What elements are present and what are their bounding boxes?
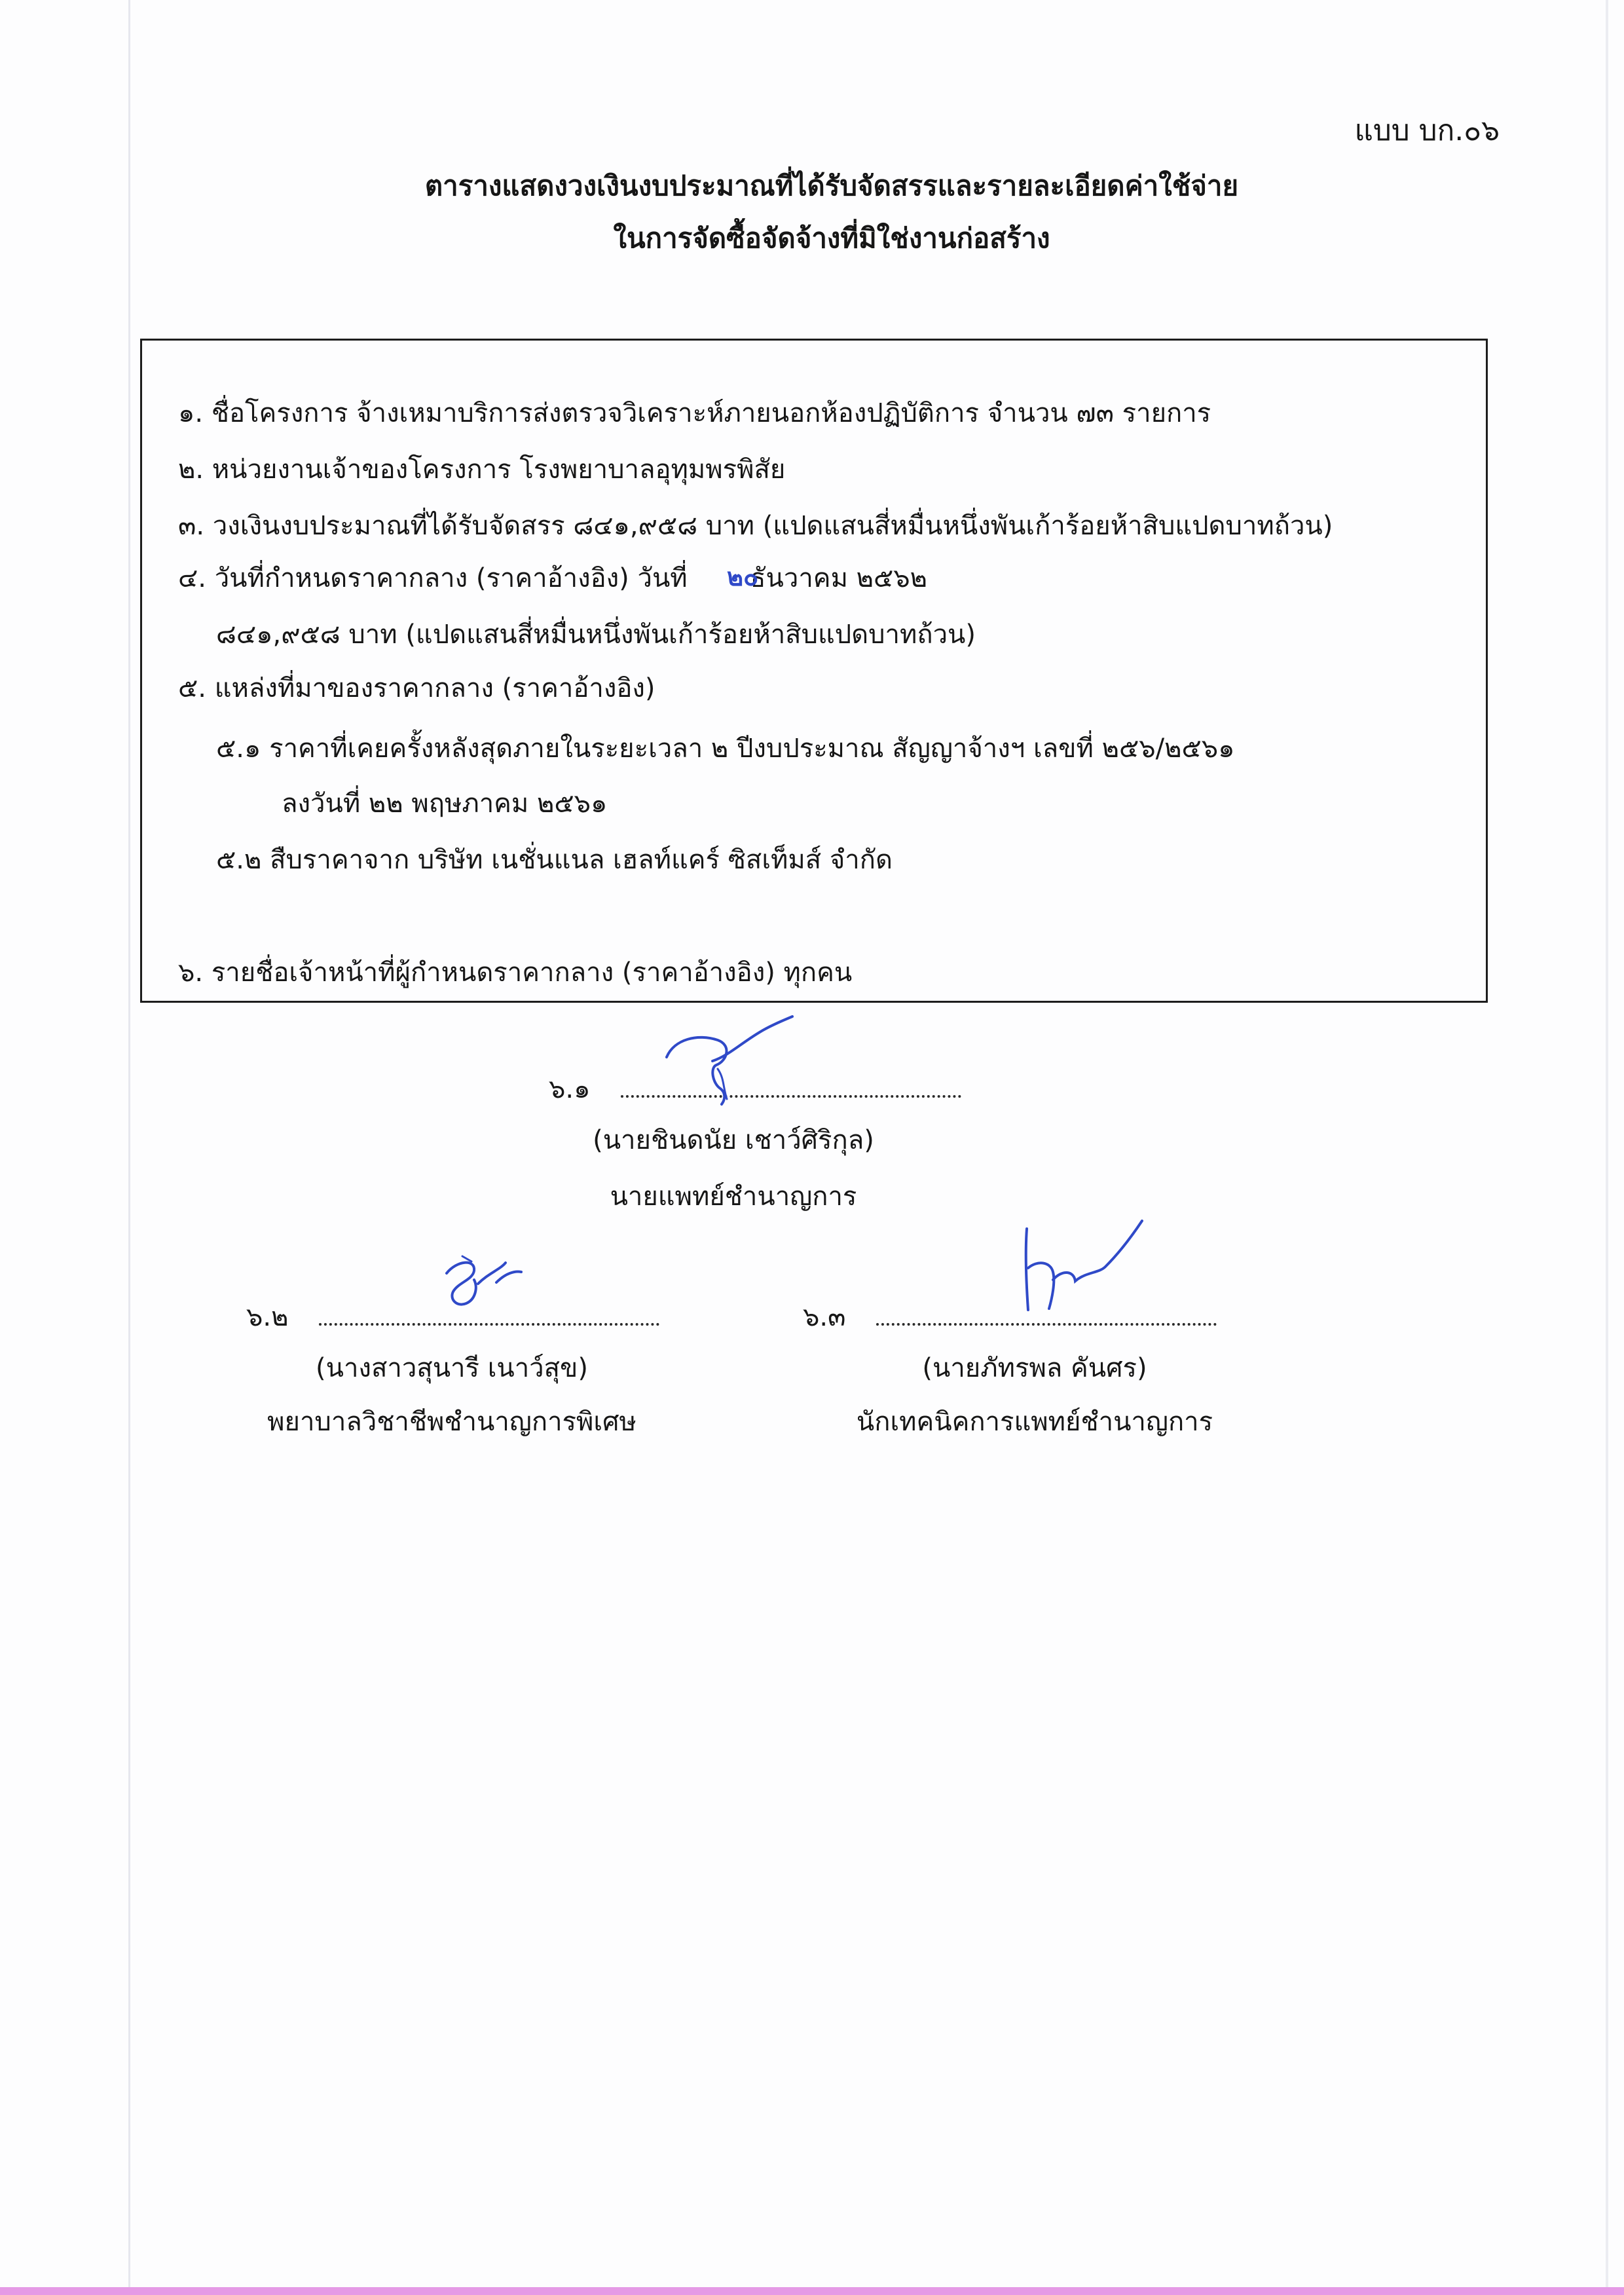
price-date-line <box>178 558 927 599</box>
form-code: แบบ บก.๐๖ <box>1354 114 1500 147</box>
scan-edge-bottom <box>0 2287 1624 2295</box>
scan-edge-right <box>1606 0 1608 2295</box>
official-3-position: นักเทคนิคการแพทย์ชำนาญการ <box>856 1407 1213 1437</box>
budget-line: ๓. วงเงินงบประมาณที่ได้รับจัดสรร ๘๔๑,๙๕๘ บาท (แปดแสนสี่หมื่นหนึ่งพันเก้าร้อยห้าสิบแปดบาทถ้วน) <box>178 511 1333 541</box>
source-5-1-date-line: ลงวันที่ ๒๒ พฤษภาคม ๒๕๖๑ <box>282 789 608 819</box>
official-1-number: ๖.๑ <box>549 1074 591 1104</box>
official-3-signature <box>1014 1217 1145 1315</box>
official-2-position: พยาบาลวิชาชีพชำนาญการพิเศษ <box>267 1407 637 1437</box>
official-3-number: ๖.๓ <box>803 1302 846 1332</box>
price-source-heading: ๕. แหล่งที่มาของราคากลาง (ราคาอ้างอิง) <box>178 673 655 703</box>
document-title-line-2: ในการจัดซื้อจัดจ้างที่มิใช่งานก่อสร้าง <box>613 222 1050 254</box>
handwritten-day-number <box>726 562 771 592</box>
official-1-signature <box>655 1015 799 1107</box>
official-1-position: นายแพทย์ชำนาญการ <box>610 1182 857 1212</box>
document-title-line-1: ตารางแสดงวงเงินงบประมาณที่ได้รับจัดสรรและรายละเอียดค่าใช้จ่าย <box>424 170 1239 202</box>
price-amount-line: ๘๔๑,๙๕๘ บาท (แปดแสนสี่หมื่นหนึ่งพันเก้าร้อยห้าสิบแปดบาทถ้วน) <box>216 620 976 650</box>
scan-edge-left <box>128 0 130 2295</box>
official-1-name: (นายชินดนัย เชาว์ศิริกุล) <box>593 1125 874 1155</box>
handwritten-day-text: ๒๐ <box>727 563 759 591</box>
official-2-number: ๖.๒ <box>246 1302 289 1332</box>
official-3-name: (นายภัทรพล คันศร) <box>922 1353 1147 1383</box>
price-date-month-year: ธันวาคม ๒๕๖๒ <box>750 563 928 593</box>
project-name-line: ๑. ชื่อโครงการ จ้างเหมาบริการส่งตรวจวิเคราะห์ภายนอกห้องปฏิบัติการ จำนวน ๗๓ รายการ <box>178 398 1211 428</box>
source-5-1-line: ๕.๑ ราคาที่เคยครั้งหลังสุดภายในระยะเวลา ๒ ปีงบประมาณ สัญญาจ้างฯ เลขที่ ๒๕๖/๒๕๖๑ <box>216 734 1235 764</box>
officials-heading: ๖. รายชื่อเจ้าหน้าที่ผู้กำหนดราคากลาง (ราคาอ้างอิง) ทุกคน <box>178 958 853 988</box>
official-2-signature <box>437 1254 529 1313</box>
agency-line: ๒. หน่วยงานเจ้าของโครงการ โรงพยาบาลอุทุมพรพิสัย <box>178 455 786 485</box>
source-5-2-line: ๕.๒ สืบราคาจาก บริษัท เนชั่นแนล เฮลท์แคร์ ซิสเท็มส์ จำกัด <box>216 845 893 875</box>
official-3-signature-line <box>803 1297 1217 1337</box>
price-date-prefix: ๔. วันที่กำหนดราคากลาง (ราคาอ้างอิง) วันที่ <box>178 563 688 593</box>
official-2-name: (นางสาวสุนารี เนาว์สุข) <box>316 1353 588 1383</box>
